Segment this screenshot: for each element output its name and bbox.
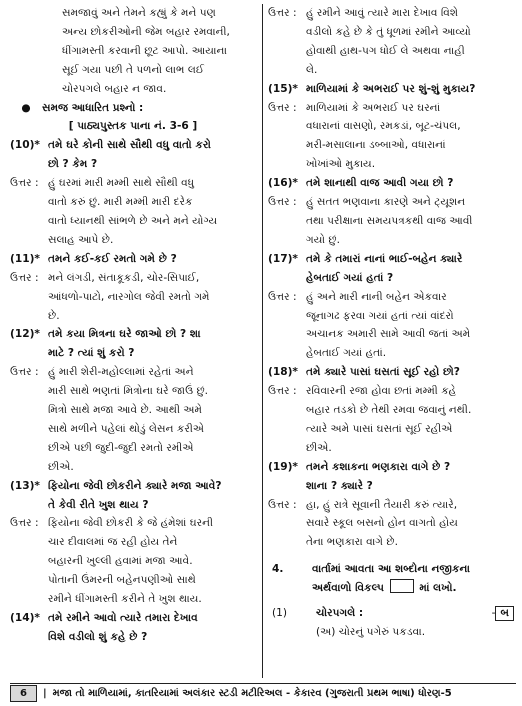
answer-label: ઉત્તર : (10, 271, 39, 284)
question-line: તે કેવી રીતે ખુશ થાય ? (48, 498, 149, 511)
footer-text: મજા તો માળિયામાં, કાતરિયામાં અલંકાર સ્ટડી મટીરિઅલ - કેકારવ (ગુજરાતી પ્રથમ ભાષા) ધોરણ-5 (52, 687, 452, 699)
answer-line: સવારે સ્કૂલ બસનો હોન વાગતો હોય (306, 517, 458, 530)
text-line: ધીંગામસ્તી કરવાની છૂટ આપો. આયાના (62, 44, 227, 57)
left-column (10, 4, 256, 647)
answer (268, 99, 514, 175)
answer-line: હેબતાઈ ગયાં હતાં. (306, 347, 387, 360)
bullet-icon: ● (21, 101, 31, 114)
question-number: (11)* (10, 252, 40, 265)
answer-line: ખોખાંઓ મુકાય. (306, 158, 376, 171)
question (268, 458, 514, 496)
answer (268, 382, 514, 458)
column-divider (262, 4, 263, 678)
answer-line: મને લંગડી, સંતાકૂકડી, ચોર-સિપાઈ, (48, 271, 200, 284)
question-line: તમે શાનાથી વાજ આવી ગયા છો ? (306, 177, 454, 190)
question (10, 609, 256, 647)
answer-line: ચાર દીવાલમાં જ રહી હોય તેને (48, 536, 178, 549)
answer-line: હા, હું રાત્રે સૂવાની તૈયારી કરું ત્યારે, (306, 498, 458, 511)
answer-line: ત્યારે અમે પાસાં ઘસતાં સૂઈ રહીએ (306, 422, 453, 435)
page-number: 6 (10, 685, 37, 702)
answer-line: વડીલો કહે છે કે તું ધૂળમાં રમીને આવ્યો (306, 25, 471, 38)
item-number: (1) (272, 607, 288, 620)
section-heading (268, 560, 514, 598)
answer (268, 4, 514, 80)
answer-line: વાતો કરું છું. મારી મમ્મી મારી દરેક (48, 196, 193, 209)
question-line: માટે ? ત્યાં શું કરો ? (48, 347, 135, 360)
answer-line: તેના ભણકારા વાગે છે. (306, 536, 398, 549)
answer-line: હોવાથી હાથ-પગ ધોઈ લે અથવા નાહી (306, 44, 465, 57)
question-number: (14)* (10, 612, 40, 624)
text-line: સમજાવું અને તેમને કહ્યું કે મને પણ (62, 7, 216, 19)
question (10, 325, 256, 363)
question-line: શાના ? ક્યારે ? (306, 479, 373, 492)
answer-line: વાતો ધ્યાનથી સાંભળે છે અને મને યોગ્ય (48, 214, 218, 227)
answer-line: આંધળો-પાટો, નારગોલ જેવી રમતો ગમે (48, 290, 210, 303)
answer (10, 269, 256, 326)
answer-line: મારી સાથે ભણતાં મિત્રોના ઘરે જાઉં છું. (48, 385, 208, 398)
question-number: (16)* (268, 177, 298, 190)
answer-slot: - બ (492, 604, 514, 623)
answer-line: સાથે મળીને પહેલાં થોડું લેસન કરીએ (48, 422, 205, 435)
answer (268, 288, 514, 364)
question (10, 136, 256, 174)
answer-line: હું મારી શેરી-મહોલ્લામાં રહેતાં અને (48, 366, 194, 379)
answer (268, 193, 514, 250)
section-line: વાર્તામાં આવતા આ શબ્દોના નજીકના (312, 563, 470, 576)
page-footer (10, 683, 516, 702)
question (268, 80, 514, 99)
question (268, 174, 514, 193)
answer-line: તથા પરીક્ષાના સમયપત્રકથી વાજ આવી (306, 214, 473, 227)
option-line: (અ) ચોરનું પગેરું પકડવા. (316, 626, 426, 638)
section-line: અર્થવાળો વિકલ્પ માં લખો. (312, 579, 470, 598)
question (268, 363, 514, 382)
question (268, 250, 514, 288)
text-line: ચોરપગલે બહાર ન જાવ. (62, 82, 167, 95)
answer-line: છીએ. (306, 441, 332, 454)
answer-box: બ (495, 606, 514, 621)
answer-line: છીએ પછી જુદી-જુદી રમતો રમીએ (48, 441, 194, 454)
answer-line: હું સતત ભણવાના કારણે અને ટ્યૂશન (306, 196, 466, 209)
answer (10, 363, 256, 476)
question-line: તમે રમીને આવો ત્યારે તમારા દેખાવ (48, 612, 198, 624)
answer-line: ફિયોના જેવી છોકરી કે જે હંમેશાં ઘરની (48, 517, 214, 530)
question-line: તમે ક્યારે પાસાં ઘસતાં સૂઈ રહો છો? (306, 366, 460, 379)
answer-line: છે. (48, 309, 60, 322)
answer-line: સલાહ આપે છે. (48, 233, 114, 246)
vocab-word: ચોરપગલે : (316, 607, 364, 620)
answer-line: લે. (306, 63, 318, 76)
question-line: તમે કે તમારાં નાનાં ભાઈ-બહેન ક્યારે (306, 252, 463, 265)
question-line: વિશે વડીલો શું કહે છે ? (48, 630, 148, 643)
textbook-reference: [ પાઠ્યપુસ્તક પાના નં. 3-6 ] (68, 120, 198, 133)
answer (10, 514, 256, 609)
text-line: સૂઈ ગયા પછી તે પળનો લાભ લઈ (62, 63, 205, 76)
answer-line: રમીને ધીંગામસ્તી કરીને તે ખુશ થાય. (48, 593, 202, 606)
question-line: તમે કયા મિત્રના ઘરે જાઓ છો ? શા (48, 328, 201, 341)
question-line: છો ? કેમ ? (48, 158, 98, 171)
question-line: માળિયામાં કે અભરાઈ પર શું-શું મુકાય? (306, 82, 476, 95)
question-number: (12)* (10, 328, 40, 341)
question-line: તમને કઈ-કઈ રમતો ગમે છે ? (48, 252, 177, 265)
answer (268, 496, 514, 553)
answer-line: બહારની ખુલ્લી હવામાં મજા આવે. (48, 555, 193, 568)
answer (10, 174, 256, 250)
question (10, 250, 256, 269)
answer-line: માળિયામાં કે અભરાઈ પર ઘરનાં (306, 101, 441, 114)
answer-line: હું ઘરમાં મારી મમ્મી સાથે સૌથી વધુ (48, 177, 195, 190)
section-number: 4. (272, 563, 284, 576)
section-heading: ● સમજ આધારિત પ્રશ્નો : (10, 99, 256, 118)
answer-line: રવિવારની રજા હોવા છતાં મમ્મી કહે (306, 385, 457, 398)
question-line: તમે ઘરે કોની સાથે સૌથી વધુ વાતો કરો (48, 139, 211, 152)
answer-line: મરી-મસાલાના ડબ્બાઓ, વધારાનાં (306, 139, 446, 152)
question-line: હેબતાઈ ગયાં હતાં ? (306, 271, 394, 284)
question-number: (15)* (268, 82, 298, 95)
question-line: તમને કશાકના ભણકારા વાગે છે ? (306, 460, 451, 473)
answer-line: હું અને મારી નાની બહેન એકવાર (306, 290, 447, 303)
text-line: અન્ય છોકરીઓની જેમ બહાર રમવાની, (62, 25, 230, 38)
vocab-item (268, 604, 514, 623)
answer-line: ગયો છું. (306, 233, 340, 246)
question (10, 477, 256, 515)
answer-label: ઉત્તર : (268, 7, 297, 19)
answer-line: પોતાની ઉંમરની બહેનપણીઓ સાથે (48, 574, 196, 587)
answer-label: ઉત્તર : (268, 385, 297, 398)
question-line: ફિયોના જેવી છોકરીને ક્યારે મજા આવે? (48, 479, 222, 492)
continued-answer (10, 4, 256, 99)
answer-line: મિત્રો સાથે મજા આવે છે. આથી અમે (48, 404, 203, 417)
question-number: (19)* (268, 460, 298, 473)
answer-line: અચાનક અમારી સામે આવી જતાં અમે (306, 328, 471, 341)
answer-label: ઉત્તર : (268, 498, 297, 511)
right-column (268, 4, 514, 642)
answer-label: ઉત્તર : (10, 517, 39, 530)
answer-line: હું રમીને આવું ત્યારે મારા દેખાવ વિશે (306, 7, 459, 19)
question-number: (18)* (268, 366, 298, 379)
footer-divider: | (42, 687, 47, 699)
answer-label: ઉત્તર : (268, 101, 297, 114)
answer-label: ઉત્તર : (268, 196, 297, 209)
blank-box (390, 579, 414, 593)
question-number: (13)* (10, 479, 40, 492)
answer-label: ઉત્તર : (268, 290, 297, 303)
question-number: (17)* (268, 252, 298, 265)
answer-line: બહાર તડકો છે તેથી રમવા જવાનું નથી. (306, 404, 472, 417)
answer-label: ઉત્તર : (10, 366, 39, 379)
question-number: (10)* (10, 139, 40, 152)
answer-line: જૂનાગઢ ફરવા ગયાં હતાં ત્યાં વાંદરો (306, 309, 454, 322)
answer-line: વધારાનાં વાસણો, રમકડાં, બૂટ-ચંપલ, (306, 120, 461, 133)
answer-line: છીએ. (48, 460, 74, 473)
answer-label: ઉત્તર : (10, 177, 39, 190)
